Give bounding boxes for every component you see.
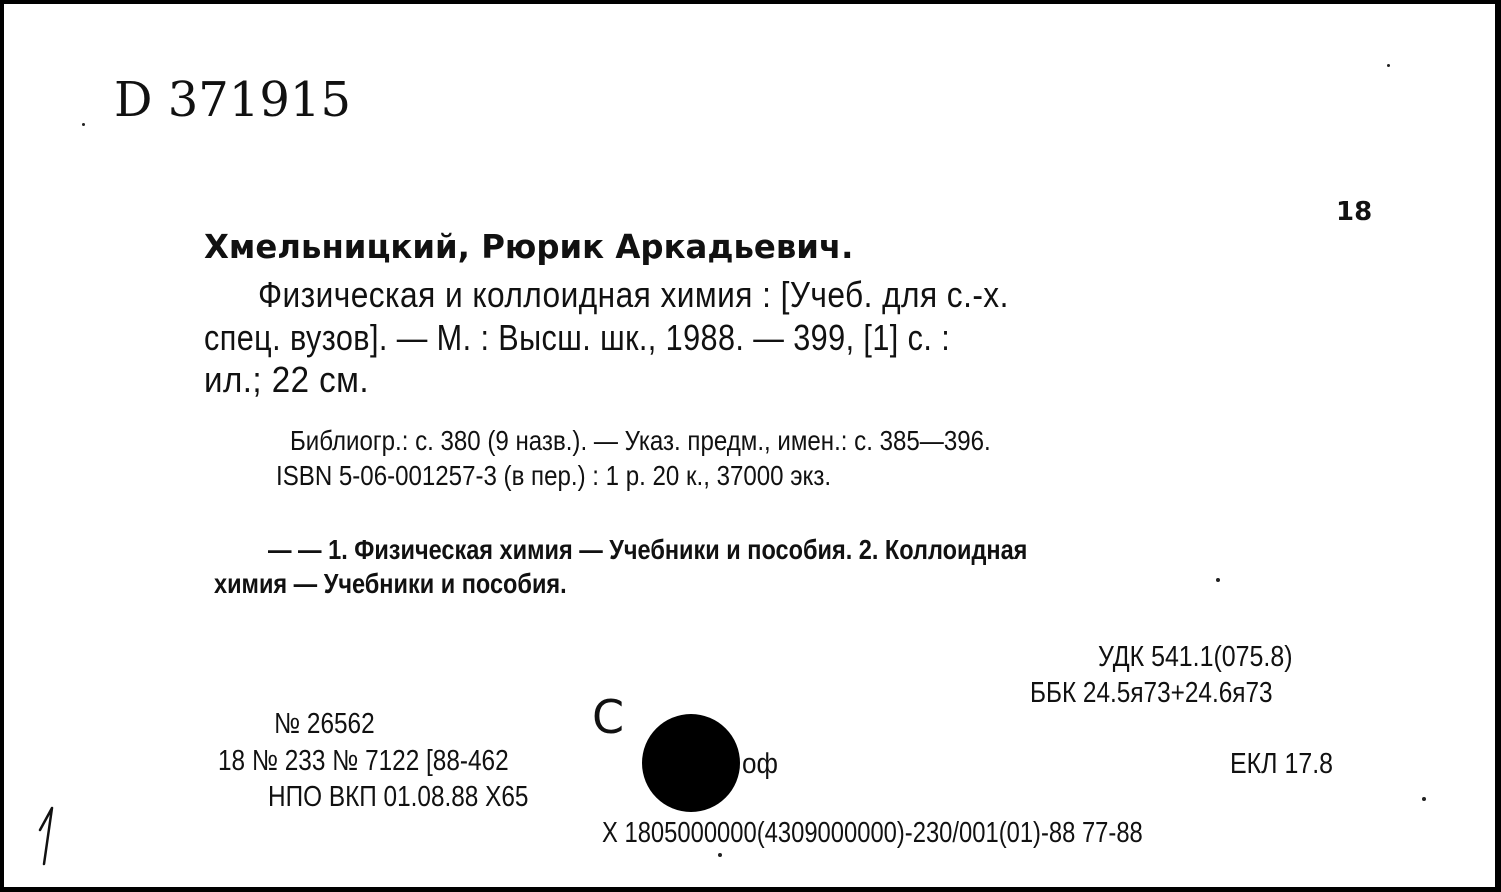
title-line-1 — [258, 274, 1111, 315]
paper-speck — [82, 123, 85, 126]
code-line — [602, 819, 1261, 848]
code-line-text: Х 1805000000(4309000000)-230/001(01)-88 77-88 — [602, 817, 1143, 849]
title-line-1-text: Физическая и коллоидная химия : [Учеб. для с.-х. — [258, 274, 1009, 315]
paper-speck — [1387, 64, 1390, 67]
print-line-1 — [218, 747, 564, 776]
ekl-index — [1230, 750, 1350, 779]
title-line-3-text: ил.; 22 см. — [204, 359, 370, 400]
print-line-2-text: НПО ВКП 01.08.88 Х65 — [268, 781, 529, 813]
order-number — [274, 710, 394, 739]
notes-bibliography-text: Библиогр.: с. 380 (9 назв.). — Указ. предм., имен.: с. 385—396. — [290, 425, 991, 456]
subjects-line-1 — [268, 536, 1172, 564]
print-suffix-text: оф — [742, 748, 778, 780]
title-line-3 — [204, 359, 383, 400]
author-heading — [204, 227, 867, 266]
notes-bibliography — [290, 427, 1105, 455]
udk-index-text: УДК 541.1(075.8) — [1098, 641, 1293, 673]
shelf-mark: D 371915 — [114, 72, 351, 128]
print-line-1-text: 18 № 233 № 7122 [88-462 — [218, 745, 509, 777]
ekl-index-text: ЕКЛ 17.8 — [1230, 748, 1334, 780]
card-number: 18 — [1336, 197, 1373, 227]
ink-blot — [642, 714, 740, 812]
order-number-text: № 26562 — [274, 708, 375, 740]
title-line-2-text: спец. вузов]. — М. : Высш. шк., 1988. — 399, [1] с. : — [204, 317, 951, 358]
print-line-2 — [268, 783, 578, 812]
notes-isbn — [276, 462, 921, 490]
bbk-index-text: ББК 24.5я73+24.6я73 — [1030, 677, 1273, 709]
paper-speck — [1216, 578, 1220, 582]
margin-mark — [34, 804, 62, 868]
paper-speck — [1422, 797, 1426, 801]
print-suffix — [742, 750, 782, 779]
udk-index — [1098, 643, 1324, 672]
bbk-index — [1030, 679, 1319, 708]
subjects-line-2 — [214, 570, 634, 598]
author-name: Хмельницкий, Рюрик Аркадьевич. — [204, 227, 854, 266]
title-line-2 — [204, 317, 1082, 358]
subjects-line-2-text: химия — Учебники и пособия. — [214, 568, 567, 599]
notes-isbn-text: ISBN 5-06-001257-3 (в пер.) : 1 р. 20 к., 37000 экз. — [276, 460, 832, 491]
paper-speck — [718, 853, 722, 857]
subjects-line-1-text: — — 1. Физическая химия — Учебники и пособия. 2. Коллоидная — [268, 534, 1028, 565]
stamp-letter: С — [592, 690, 625, 744]
